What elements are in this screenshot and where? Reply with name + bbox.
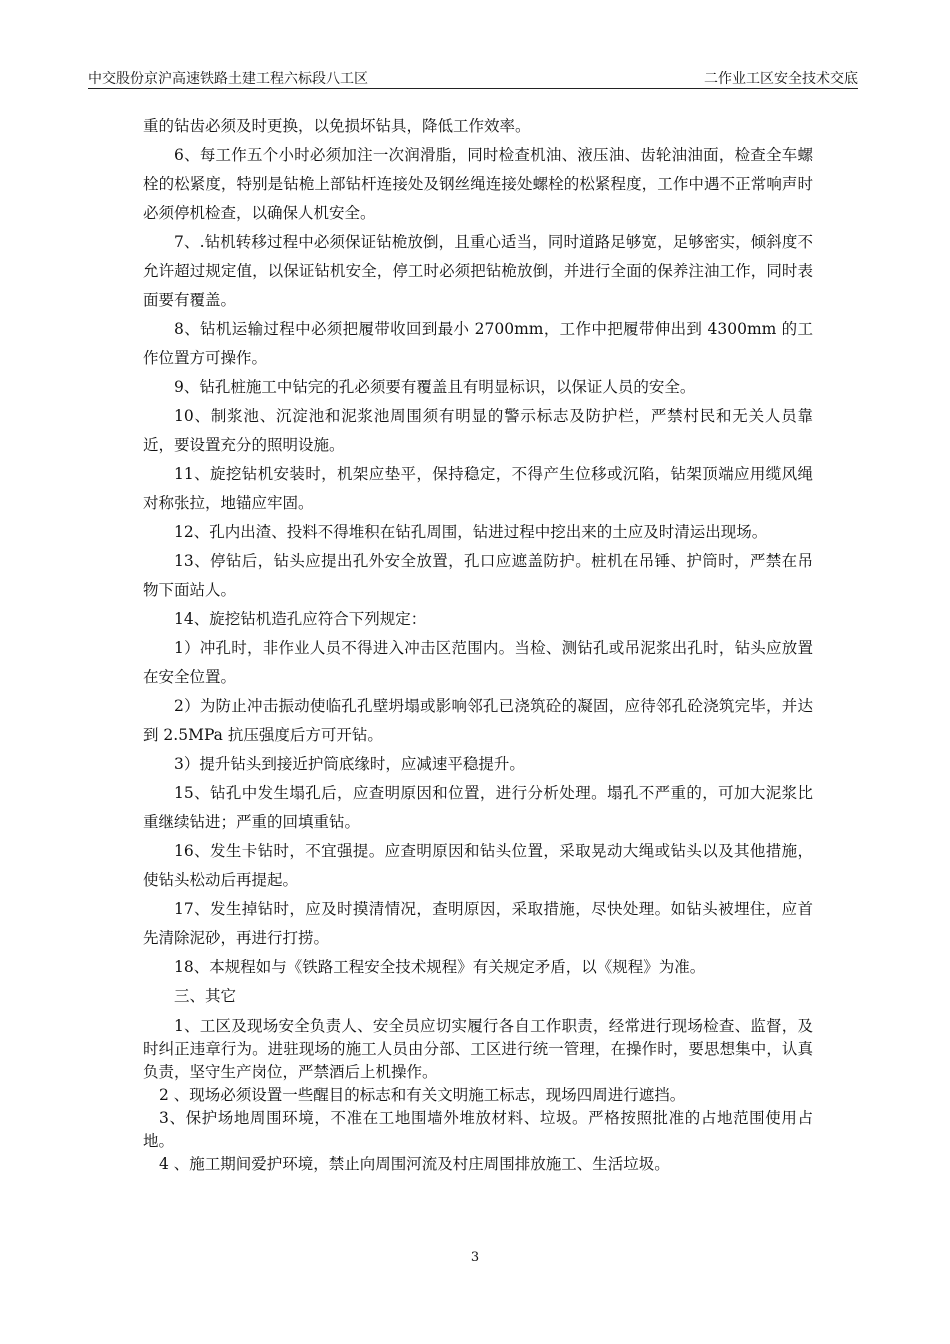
header-project-name: 中交股份京沪高速铁路土建工程六标段八工区: [88, 71, 368, 87]
paragraph: 9、钻孔桩施工中钻完的孔必须要有覆盖且有明显标识，以保证人员的安全。: [174, 378, 696, 396]
document-body: [143, 112, 813, 1176]
paragraph: 7、.钻机转移过程中必须保证钻桅放倒，且重心适当，同时道路足够宽，足够密实，倾斜度不允许超过规定值，以保证钻机安全，停工时必须把钻桅放倒，并进行全面的保养注油工作，同时表面要有覆盖。: [143, 233, 813, 309]
page-number: 3: [470, 1250, 480, 1265]
paragraph: 16、发生卡钻时，不宜强提。应查明原因和钻头位置，采取晃动大绳或钻头以及其他措施，使钻头松动后再提起。: [143, 842, 813, 889]
paragraph: 2 、现场必须设置一些醒目的标志和有关文明施工标志，现场四周进行遮挡。: [159, 1086, 686, 1104]
paragraph: 重的钻齿必须及时更换，以免损坏钻具，降低工作效率。: [143, 117, 531, 135]
paragraph: 17、发生掉钻时，应及时摸清情况，查明原因，采取措施，尽快处理。如钻头被埋住，应首先清除泥砂，再进行打捞。: [143, 900, 813, 947]
paragraph: 1、工区及现场安全负责人、安全员应切实履行各自工作职责，经常进行现场检查、监督，及时纠正违章行为。进驻现场的施工人员由分部、工区进行统一管理，在操作时，要思想集中，认真负责，坚守生产岗位，严禁酒后上机操作。: [143, 1017, 813, 1081]
paragraph: 1）冲孔时，非作业人员不得进入冲击区范围内。当检、测钻孔或吊泥浆出孔时，钻头应放置在安全位置。: [143, 639, 813, 686]
page-header: [88, 66, 858, 89]
paragraph: 3、保护场地周围环境，不准在工地围墙外堆放材料、垃圾。严格按照批准的占地范围使用占地。: [143, 1109, 813, 1150]
paragraph: 13、停钻后，钻头应提出孔外安全放置，孔口应遮盖防护。桩机在吊锤、护筒时，严禁在吊物下面站人。: [143, 552, 813, 599]
paragraph: 10、制浆池、沉淀池和泥浆池周围须有明显的警示标志及防护栏，严禁村民和无关人员靠近，要设置充分的照明设施。: [143, 407, 813, 454]
paragraph: 18、本规程如与《铁路工程安全技术规程》有关规定矛盾，以《规程》为准。: [174, 958, 706, 976]
paragraph: 2）为防止冲击振动使临孔孔壁坍塌或影响邻孔已浇筑砼的凝固，应待邻孔砼浇筑完毕，并达到 2.5MPa 抗压强度后方可开钻。: [143, 697, 813, 744]
paragraph: 8、钻机运输过程中必须把履带收回到最小 2700mm，工作中把履带伸出到 4300mm 的工作位置方可操作。: [143, 320, 813, 367]
paragraph: 15、钻孔中发生塌孔后，应查明原因和位置，进行分析处理。塌孔不严重的，可加大泥浆比重继续钻进；严重的回填重钻。: [143, 784, 813, 831]
paragraph: 14、旋挖钻机造孔应符合下列规定：: [174, 610, 427, 628]
paragraph: 11、旋挖钻机安装时，机架应垫平，保持稳定，不得产生位移或沉陷，钻架顶端应用缆风绳对称张拉，地锚应牢固。: [143, 465, 813, 512]
section-heading: 三、其它: [174, 987, 237, 1005]
paragraph: 6、每工作五个小时必须加注一次润滑脂，同时检查机油、液压油、齿轮油油面，检查全车螺栓的松紧度，特别是钻桅上部钻杆连接处及钢丝绳连接处螺栓的松紧程度，工作中遇不正常响声时必须停机检查，以确保人机安全。: [143, 146, 813, 222]
paragraph: 3）提升钻头到接近护筒底缘时，应减速平稳提升。: [174, 755, 525, 773]
paragraph: 12、孔内出渣、投料不得堆积在钻孔周围，钻进过程中挖出来的土应及时清运出现场。: [174, 523, 768, 541]
header-document-title: 二作业工区安全技术交底: [704, 71, 858, 87]
paragraph: 4 、施工期间爱护环境，禁止向周围河流及村庄周围排放施工、生活垃圾。: [159, 1155, 670, 1173]
